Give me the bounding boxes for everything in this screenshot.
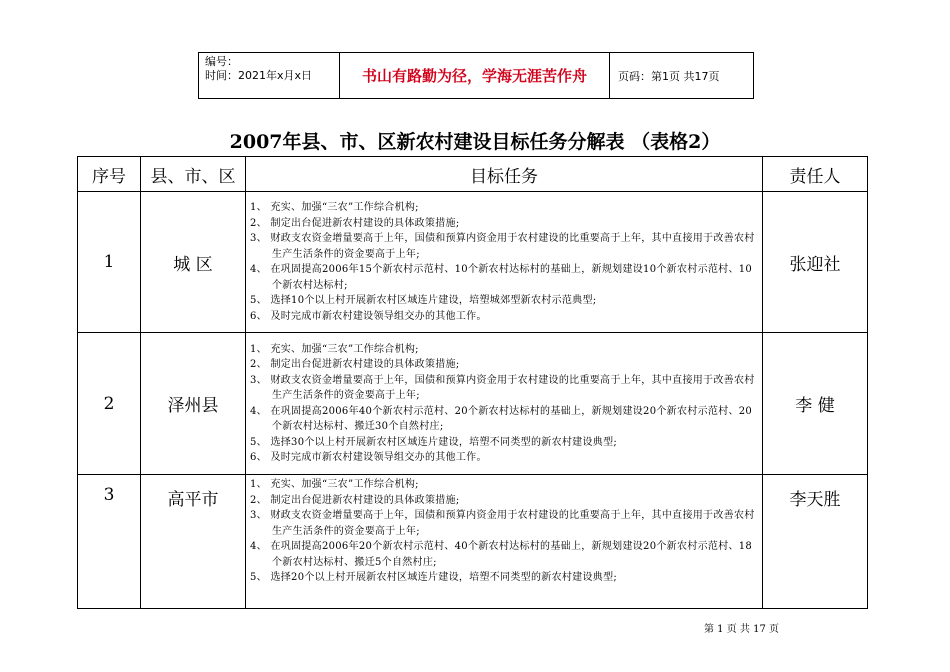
task-item: 1、 充实、加强“三农”工作综合机构; bbox=[250, 202, 419, 213]
task-item: 1、 充实、加强“三农”工作综合机构; bbox=[250, 479, 419, 490]
row-index: 3 bbox=[78, 475, 141, 609]
col-header-index: 序号 bbox=[78, 157, 141, 192]
task-list bbox=[246, 475, 762, 588]
row-index: 2 bbox=[78, 333, 141, 475]
table-row bbox=[78, 192, 868, 333]
task-item: 5、 选择20个以上村开展新农村区域连片建设，培塑不同类型的新农村建设典型; bbox=[250, 572, 618, 583]
task-item: 3、 财政支农资金增量要高于上年，国债和预算内资金用于农村建设的比重要高于上年，其中直接用于改善农村生产生活条件的资金要高于上年; bbox=[250, 374, 755, 401]
row-district: 城 区 bbox=[141, 192, 246, 333]
task-list bbox=[246, 340, 762, 468]
row-district: 泽州县 bbox=[141, 333, 246, 475]
task-item: 5、 选择10个以上村开展新农村区域连片建设，培塑城郊型新农村示范典型; bbox=[250, 295, 597, 306]
table-header-row bbox=[78, 157, 868, 192]
table-row bbox=[78, 333, 868, 475]
task-item: 2、 制定出台促进新农村建设的具体政策措施; bbox=[250, 217, 460, 229]
row-tasks bbox=[246, 475, 763, 609]
row-responsible: 张迎社 bbox=[763, 192, 868, 333]
task-item: 4、 在巩固提高2006年40个新农村示范村、20个新农村达标村的基础上，新规划建设20个新农村示范村、20个新农村达标村、搬迁30个自然村庄; bbox=[250, 405, 753, 432]
task-item: 5、 选择30个以上村开展新农村区域连片建设，培塑不同类型的新农村建设典型; bbox=[250, 436, 618, 448]
row-tasks bbox=[246, 333, 763, 475]
task-item: 3、 财政支农资金增量要高于上年，国债和预算内资金用于农村建设的比重要高于上年，其中直接用于改善农村生产生活条件的资金要高于上年; bbox=[250, 233, 755, 260]
row-district: 高平市 bbox=[141, 475, 246, 609]
task-item: 2、 制定出台促进新农村建设的具体政策措施; bbox=[250, 359, 460, 370]
header-page-info: 页码：第1页 共17页 bbox=[618, 69, 720, 83]
task-item: 4、 在巩固提高2006年15个新农村示范村、10个新农村达标村的基础上，新规划建设10个新农村示范村、10个新农村达标村; bbox=[250, 264, 753, 291]
task-item: 6、 及时完成市新农村建设领导组交办的其他工作。 bbox=[250, 452, 487, 463]
task-item: 3、 财政支农资金增量要高于上年，国债和预算内资金用于农村建设的比重要高于上年，其中直接用于改善农村生产生活条件的资金要高于上年; bbox=[250, 510, 755, 537]
table-row bbox=[78, 475, 868, 609]
row-index: 1 bbox=[78, 192, 141, 333]
row-tasks bbox=[246, 192, 763, 333]
task-item: 1、 充实、加强“三农”工作综合机构; bbox=[250, 343, 419, 355]
col-header-district: 县、市、区 bbox=[141, 157, 246, 192]
col-header-tasks: 目标任务 bbox=[246, 157, 763, 192]
page-title: 2007年县、市、区新农村建设目标任务分解表 （表格2） bbox=[229, 131, 721, 153]
number-label: 编号： bbox=[205, 55, 238, 68]
document-header bbox=[198, 52, 754, 99]
col-header-responsible: 责任人 bbox=[763, 157, 868, 192]
row-responsible: 李天胜 bbox=[763, 475, 868, 609]
task-item: 6、 及时完成市新农村建设领导组交办的其他工作。 bbox=[250, 310, 487, 322]
task-item: 2、 制定出台促进新农村建设的具体政策措施; bbox=[250, 494, 460, 506]
page-footer: 第 1 页 共 17 页 bbox=[704, 624, 779, 635]
header-motto: 书山有路勤为径，学海无涯苦作舟 bbox=[340, 53, 610, 98]
task-list bbox=[246, 198, 762, 326]
header-meta bbox=[199, 53, 340, 98]
row-responsible: 李 健 bbox=[763, 333, 868, 475]
time-label: 时间：2021年x月x日 bbox=[205, 69, 313, 82]
task-item: 4、 在巩固提高2006年20个新农村示范村、40个新农村达标村的基础上，新规划建设20个新农村示范村、18个新农村达标村、搬迁5个自然村庄; bbox=[250, 541, 753, 568]
task-table bbox=[77, 156, 868, 609]
